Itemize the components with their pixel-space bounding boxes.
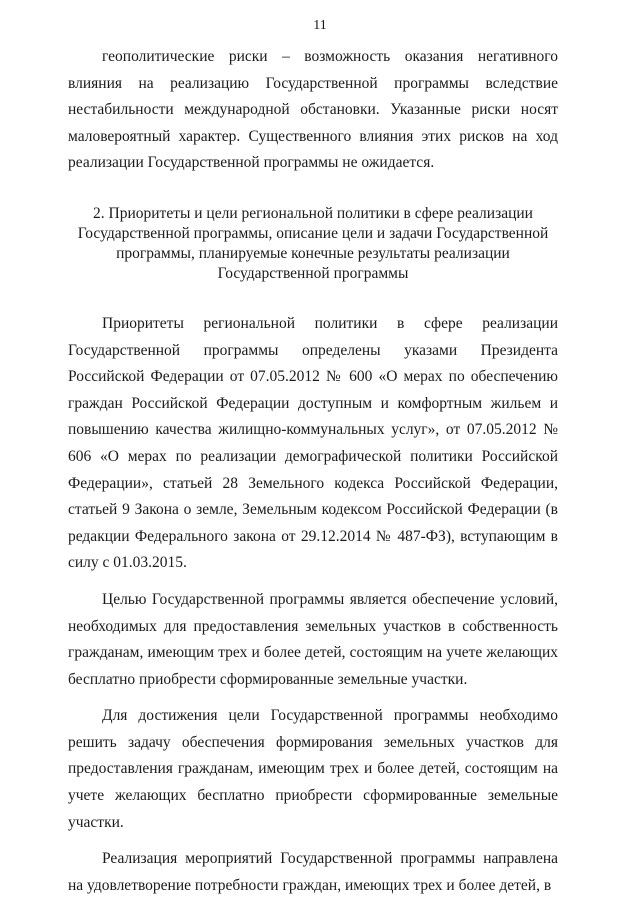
section-heading: 2. Приоритеты и цели региональной политики в сфере реализации Государственной программы, описание цели и задачи Государственной программы, планируемые конечные результаты реализации Государственной программы (77, 204, 549, 282)
paragraph-task: Для достижения цели Государственной программы необходимо решить задачу обеспечения формирования земельных участков для предоставления гражданам, имеющим трех и более детей, состоящим на учете желающих бесплатно приобрести сформированные земельные участки. (68, 707, 558, 831)
paragraph-priorities: Приоритеты региональной политики в сфере реализации Государственной программы определены указами Президента Российской Федерации от 07.05.2012 № 600 «О мерах по обеспечению граждан Российской Федерации доступным и комфортным жильем и повышению качества жилищно-коммунальных услуг», от 07.05.2012 № 606 «О мерах по реализации демографической политики Российской Федерации», статьей 28 Земельного кодекса Российской Федерации, статьей 9 Закона о земле, Земельным кодексом Российской Федерации (в редакции Федерального закона от 29.12.2014 № 487-ФЗ), вступающим в силу с 01.03.2015. (68, 314, 558, 572)
paragraph-implementation: Реализация мероприятий Государственной программы направлена на удовлетворение потребности граждан, имеющих трех и более детей, в (68, 850, 558, 894)
paragraph-risks: геополитические риски – возможность оказания негативного влияния на реализацию Государственной программы вследствие нестабильности международной обстановки. Указанные риски носят маловероятный характер. Существенного влияния этих рисков на ход реализации Государственной программы не ожидается. (68, 48, 558, 172)
page-content (68, 44, 558, 899)
page-number: 11 (313, 18, 327, 33)
paragraph-goal: Целью Государственной программы является обеспечение условий, необходимых для предоставления земельных участков в собственность гражданам, имеющим трех и более детей, состоящим на учете желающих бесплатно приобрести сформированные земельные участки. (68, 590, 558, 688)
